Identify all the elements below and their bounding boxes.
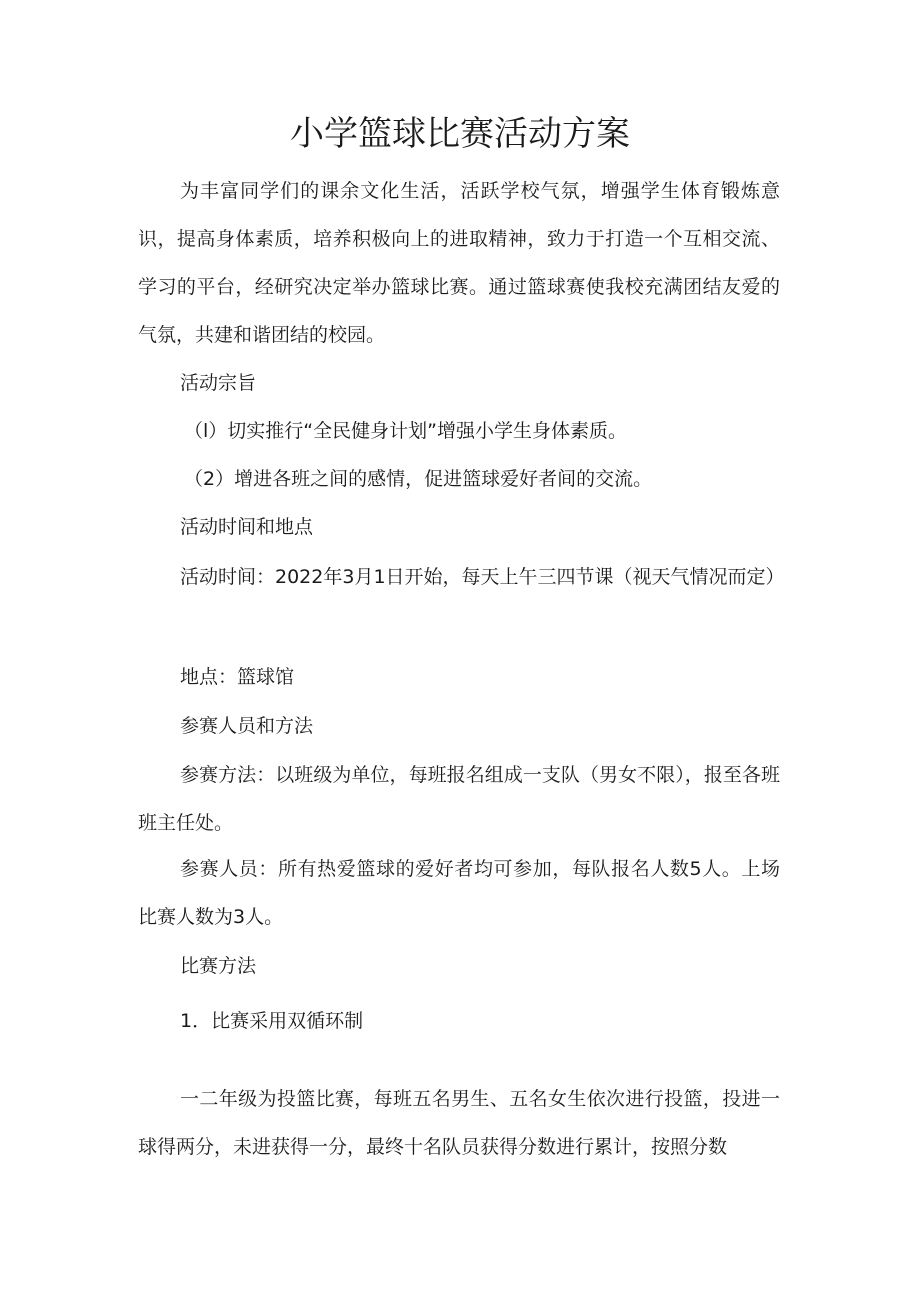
participants-heading: 参赛人员和方法 bbox=[180, 715, 314, 737]
people-paragraph: 参赛人员：所有热爱篮球的爱好者均可参加，每队报名人数5人。上场比赛人数为3人。 bbox=[138, 858, 780, 928]
rule-item: 1．比赛采用双循环制 bbox=[180, 1010, 364, 1032]
time-paragraph: 活动时间：2022年3月1日开始，每天上午三四节课（视天气情况而定） bbox=[180, 566, 785, 588]
purpose-heading: 活动宗旨 bbox=[180, 372, 257, 394]
document-title: 小学篮球比赛活动方案 bbox=[290, 114, 630, 154]
rules-heading: 比赛方法 bbox=[180, 955, 257, 977]
purpose-item: （l）切实推行“全民健身计划”增强小学生身体素质。 bbox=[184, 420, 627, 442]
grade12-paragraph: 一二年级为投篮比赛，每班五名男生、五名女生依次进行投篮，投进一球得两分，未进获得一分，最终十名队员获得分数进行累计，按照分数 bbox=[138, 1088, 780, 1158]
intro-paragraph: 为丰富同学们的课余文化生活，活跃学校气氛，增强学生体育锻炼意识，提高身体素质，培养积极向上的进取精神，致力于打造一个互相交流、学习的平台，经研究决定举办篮球比赛。通过篮球赛使我校充满团结友爱的气氛，共建和谐团结的校园。 bbox=[138, 180, 780, 346]
place-paragraph: 地点：篮球馆 bbox=[180, 666, 295, 688]
method-paragraph: 参赛方法：以班级为单位，每班报名组成一支队（男女不限），报至各班班主任处。 bbox=[138, 764, 780, 834]
purpose-item: （2）增进各班之间的感情，促进篮球爱好者间的交流。 bbox=[184, 468, 653, 490]
time-place-heading: 活动时间和地点 bbox=[180, 516, 314, 538]
